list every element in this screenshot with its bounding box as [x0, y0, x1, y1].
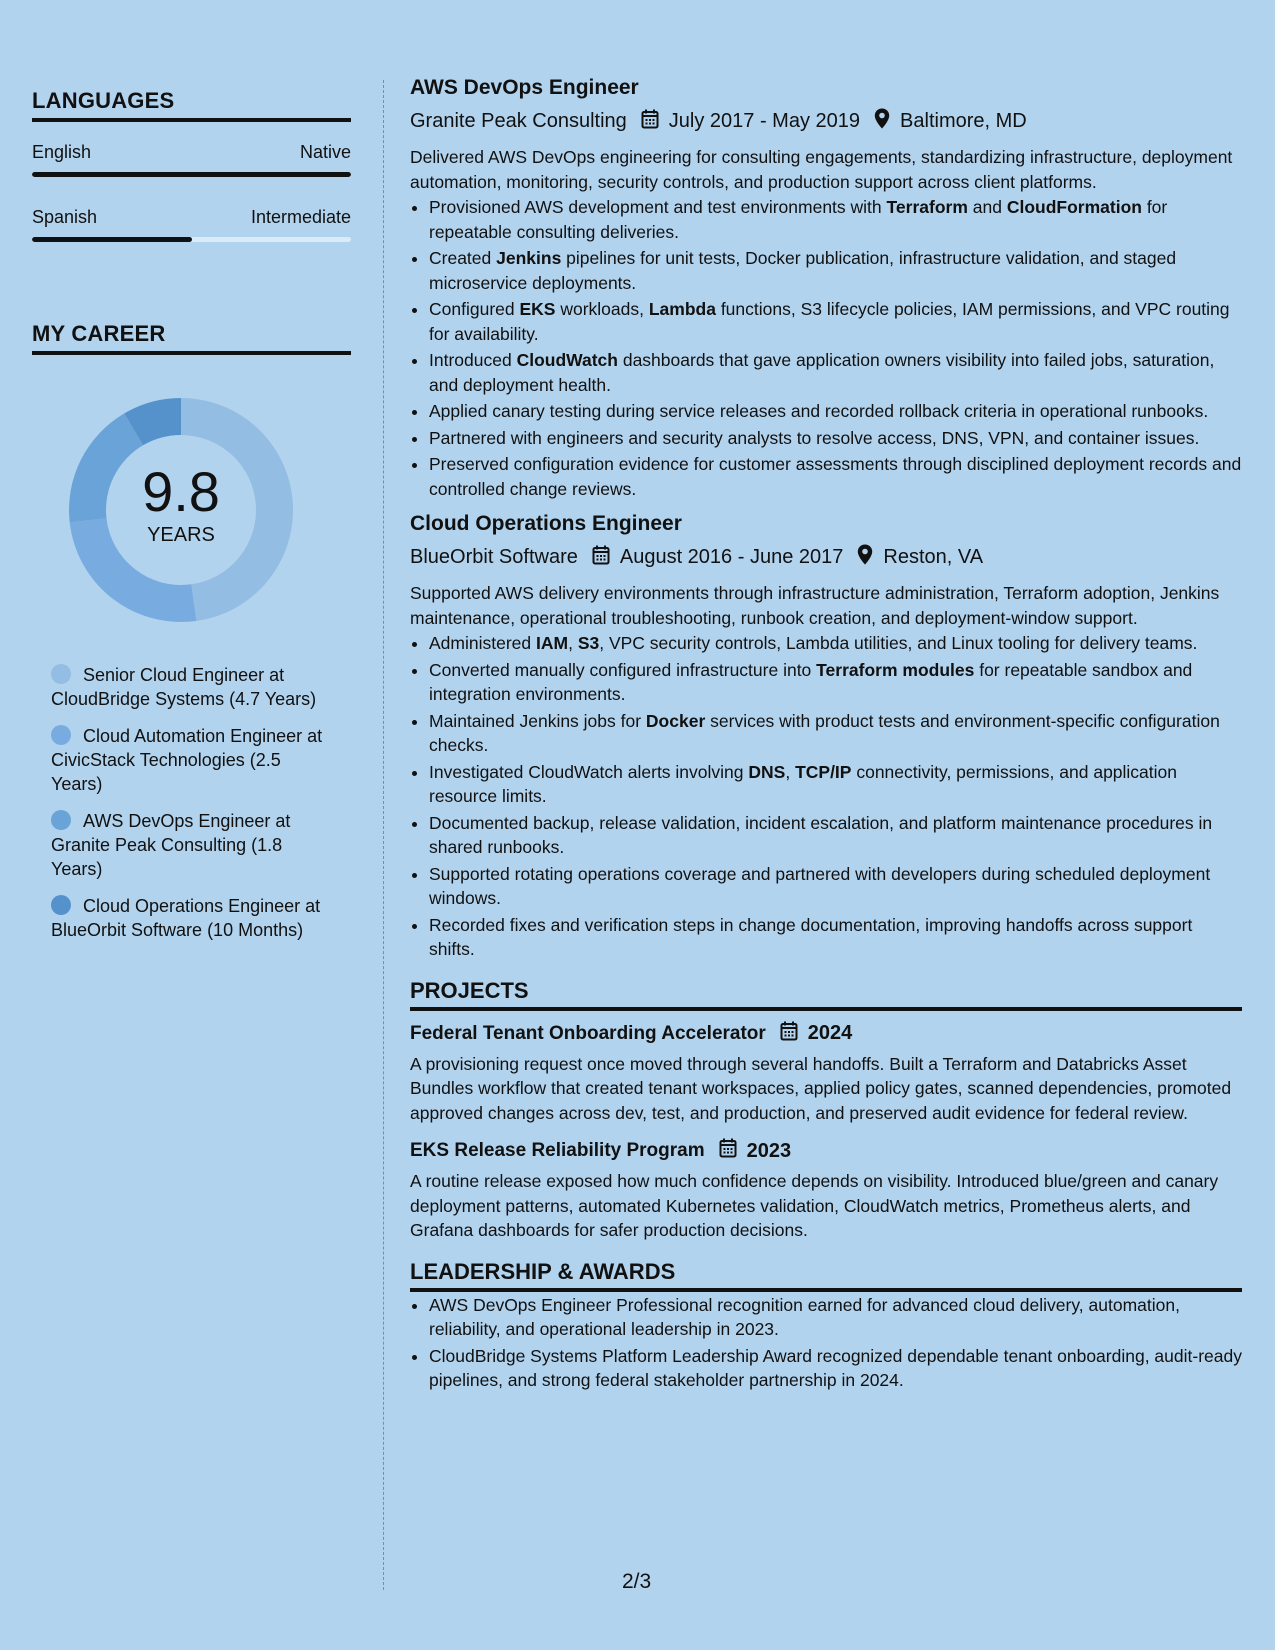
keyword: IAM: [536, 633, 569, 653]
bullet-text: Provisioned AWS development and test environments with: [429, 197, 887, 217]
legend-swatch: [51, 895, 71, 915]
bullet-text: Documented backup, release validation, incident escalation, and platform maintenance procedures in shared runbooks.: [429, 812, 1213, 857]
bullet-text: Recorded fixes and verification steps in change documentation, improving handoffs across support shifts.: [429, 914, 1193, 959]
bullet-text: for repeatable consulting deliveries.: [429, 197, 1168, 242]
bullet-text: Configured: [429, 299, 520, 319]
keyword: Docker: [645, 710, 706, 731]
language-level: Native: [299, 142, 351, 162]
keyword: TCP/IP: [795, 761, 852, 782]
job-bullets: [410, 195, 1242, 501]
project-description: A routine release exposed how much confidence depends on visibility. Introduced blue/green and canary deployment patterns, automated Kubernetes validation, CloudWatch metrics, Prometheus alerts, and Grafana dashboards for safer production decisions.: [410, 1171, 1219, 1240]
job-bullet: [429, 297, 1242, 346]
job-bullet: [429, 399, 1242, 424]
keyword: CloudFormation: [1006, 197, 1142, 217]
language-proficiency-bar: [32, 172, 351, 177]
language-level: Intermediate: [250, 207, 351, 227]
project-year: 2023: [746, 1139, 792, 1162]
job-location: Reston, VA: [883, 546, 984, 568]
bullet-text: Partnered with engineers and security analysts to resolve access, DNS, VPN, and container issues.: [429, 427, 1200, 448]
career-legend-item: [51, 809, 331, 881]
bullet-text: dashboards that gave application owners visibility into failed jobs, saturation, and deployment health.: [429, 350, 1215, 395]
bullet-text: for repeatable sandbox and integration environments.: [429, 659, 1193, 704]
keyword: EKS: [519, 299, 556, 319]
job-bullet: [429, 811, 1242, 860]
language-name: English: [32, 142, 92, 162]
map-pin-icon: [874, 108, 900, 135]
bullet-text: Created: [429, 248, 497, 268]
column-divider: [383, 80, 384, 1590]
bullet-text: Supported rotating operations coverage and partnered with developers during scheduled deployment windows.: [429, 863, 1211, 908]
keyword: Jenkins: [496, 248, 562, 268]
bullet-text: ,: [568, 633, 578, 653]
bullet-text: Applied canary testing during service releases and recorded rollback criteria in operational runbooks.: [429, 401, 1209, 421]
job-entry: [410, 76, 1242, 501]
projects-heading: PROJECTS: [410, 978, 1242, 1011]
projects-list: [410, 1021, 1242, 1243]
language-item: [32, 207, 351, 242]
legend-label: AWS DevOps Engineer at Granite Peak Consulting (1.8 Years): [51, 811, 291, 879]
legend-label: Cloud Automation Engineer at CivicStack Technologies (2.5 Years): [51, 726, 323, 794]
bullet-text: ,: [785, 761, 796, 782]
career-legend-item: [51, 894, 331, 942]
job-dates: July 2017 - May 2019: [668, 110, 861, 132]
project-name: Federal Tenant Onboarding Accelerator: [410, 1022, 766, 1044]
career-donut-chart: [66, 395, 296, 625]
language-proficiency-bar: [32, 237, 351, 242]
job-bullet: [429, 913, 1242, 962]
calendar-icon: [641, 109, 669, 135]
calendar-icon: [780, 1021, 808, 1047]
project-year: 2024: [807, 1022, 853, 1044]
job-title: AWS DevOps Engineer: [410, 76, 639, 99]
bullet-text: connectivity, permissions, and application resource limits.: [429, 761, 1178, 806]
job-meta: [410, 544, 1242, 571]
bullet-text: functions, S3 lifecycle policies, IAM permissions, and VPC routing for availability.: [429, 299, 1230, 344]
job-dates: August 2016 - June 2017: [619, 546, 844, 568]
job-bullet: [429, 246, 1242, 295]
language-proficiency-fill: [32, 172, 351, 177]
job-title: Cloud Operations Engineer: [410, 512, 682, 535]
job-company: BlueOrbit Software: [410, 546, 578, 568]
legend-swatch: [51, 725, 71, 745]
sidebar: [32, 88, 351, 955]
job-bullet: [429, 426, 1242, 451]
language-item: [32, 142, 351, 177]
job-bullet: [429, 195, 1242, 244]
language-proficiency-fill: [32, 237, 192, 242]
career-donut-center: [66, 395, 296, 625]
job-bullets: [410, 631, 1242, 962]
calendar-icon: [592, 545, 620, 571]
job-location: Baltimore, MD: [900, 110, 1027, 132]
legend-label: Cloud Operations Engineer at BlueOrbit Software (10 Months): [51, 896, 321, 940]
job-bullet: [429, 709, 1242, 758]
keyword: Lambda: [648, 299, 716, 319]
career-legend: [51, 663, 331, 942]
language-name: Spanish: [32, 207, 98, 227]
bullet-text: , VPC security controls, Lambda utilities, and Linux tooling for delivery teams.: [599, 633, 1198, 653]
bullet-text: Introduced: [429, 350, 517, 370]
leadership-heading: LEADERSHIP & AWARDS: [410, 1259, 1242, 1292]
map-pin-icon: [857, 544, 883, 571]
bullet-text: Preserved configuration evidence for customer assessments through disciplined deployment records and controlled change reviews.: [429, 454, 1242, 499]
project-title-row: [410, 1138, 1242, 1164]
job-bullet: [429, 658, 1242, 707]
legend-label: Senior Cloud Engineer at CloudBridge Systems (4.7 Years): [51, 665, 317, 709]
project-entry: [410, 1138, 1242, 1243]
legend-swatch: [51, 664, 71, 684]
job-bullet: [429, 348, 1242, 397]
job-bullet: [429, 862, 1242, 911]
keyword: CloudWatch: [516, 350, 618, 370]
legend-swatch: [51, 810, 71, 830]
project-title-row: [410, 1021, 1242, 1047]
leadership-list: [410, 1293, 1242, 1393]
job-bullet: [429, 760, 1242, 809]
job-entry: [410, 512, 1242, 962]
career-legend-item: [51, 663, 331, 711]
project-name: EKS Release Reliability Program: [410, 1140, 705, 1161]
calendar-icon: [719, 1138, 747, 1164]
career-total-unit: YEARS: [147, 523, 215, 546]
career-legend-item: [51, 724, 331, 796]
bullet-text: pipelines for unit tests, Docker publication, infrastructure validation, and staged microservice deployments.: [429, 248, 1177, 293]
bullet-text: Administered: [429, 633, 536, 653]
job-company: Granite Peak Consulting: [410, 110, 627, 132]
experience-list: [410, 76, 1242, 962]
languages-heading: LANGUAGES: [32, 88, 351, 122]
bullet-text: Converted manually configured infrastructure into: [429, 659, 817, 680]
leadership-item: • CloudBridge Systems Platform Leadership Award recognized dependable tenant onboarding, audit-ready pipelines, and strong federal stakeholder partnership in 2024.: [429, 1344, 1242, 1393]
bullet-text: workloads,: [555, 299, 649, 319]
main-content: [410, 76, 1242, 1395]
job-meta: [410, 108, 1242, 135]
keyword: S3: [577, 633, 600, 653]
career-heading: MY CAREER: [32, 321, 351, 355]
bullet-text: Maintained Jenkins jobs for: [429, 710, 646, 731]
bullet-text: Investigated CloudWatch alerts involving: [429, 761, 749, 782]
leadership-item: • AWS DevOps Engineer Professional recognition earned for advanced cloud delivery, automation, reliability, and operational leadership in 2023.: [429, 1293, 1242, 1342]
keyword: Terraform modules: [816, 659, 975, 680]
bullet-text: services with product tests and environment-specific configuration checks.: [429, 710, 1220, 755]
job-summary: Supported AWS delivery environments through infrastructure administration, Terraform adoption, Jenkins maintenance, operational troubleshooting, runbook creation, and deployment-window support.: [410, 583, 1220, 628]
page-number: 2/3: [622, 1570, 652, 1593]
keyword: DNS: [748, 761, 786, 782]
job-bullet: [429, 452, 1242, 501]
keyword: Terraform: [886, 197, 968, 217]
career-total-years: 9.8: [142, 459, 220, 523]
job-summary: Delivered AWS DevOps engineering for consulting engagements, standardizing infrastructure, deployment automation, monitoring, security controls, and production support across client platforms.: [410, 147, 1233, 192]
job-bullet: [429, 631, 1242, 656]
project-entry: [410, 1021, 1242, 1126]
project-description: A provisioning request once moved through several handoffs. Built a Terraform and Databricks Asset Bundles workflow that created tenant workspaces, applied policy gates, scanned dependencies, promoted approved changes across dev, test, and production, and preserved audit evidence for federal review.: [410, 1053, 1232, 1123]
bullet-text: and: [967, 197, 1007, 217]
